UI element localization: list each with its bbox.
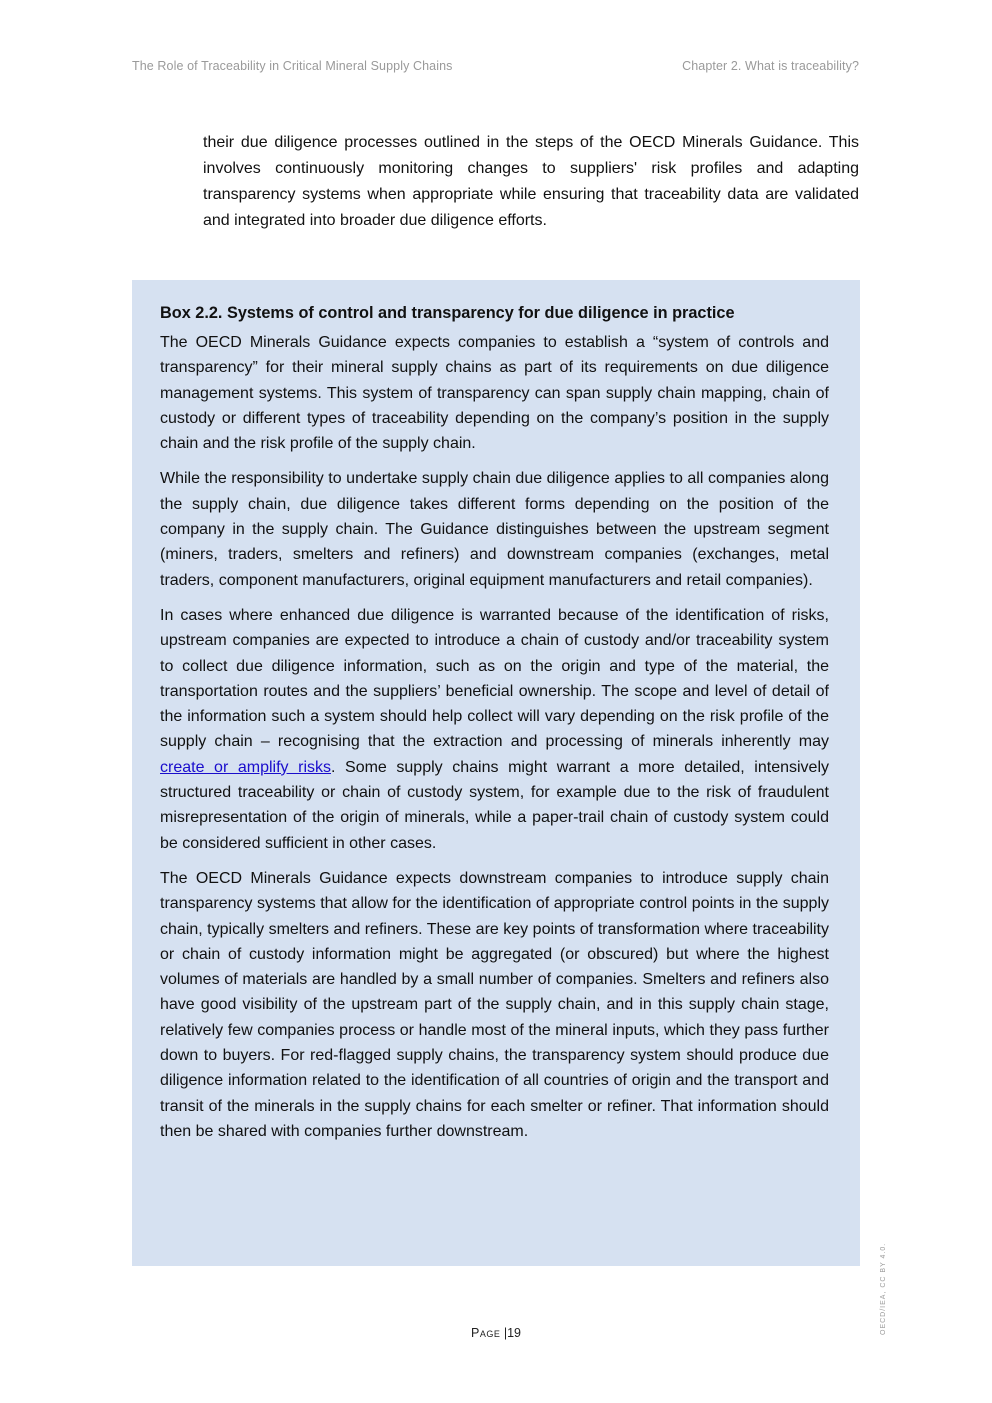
risk-text-before-link: In cases where enhanced due diligence is warranted because of the identification of risks, upstream companies are expected to introduce a chain of custody and/or traceability system to collect due diligence information, such as on the origin and type of the material, the transportation routes and the suppliers’ beneficial ownership. The scope and level of detail of the information such a system should help collect will vary depending on the risk profile of the supply chain – recognising that the extraction and processing of minerals inherently may <box>160 606 829 751</box>
box-paragraph: The OECD Minerals Guidance expects companies to establish a “system of controls and transparency” for their mineral supply chains as part of its requirements on due diligence management systems. This system of transparency can span supply chain mapping, chain of custody or different types of traceability depending on the company’s position in the supply chain and the risk profile of the supply chain. <box>160 334 829 453</box>
page-number-footer <box>0 1326 992 1340</box>
box-2-2 <box>132 280 860 1266</box>
page-label: Page <box>471 1326 501 1340</box>
intro-paragraph: their due diligence processes outlined in the steps of the OECD Minerals Guidance. This involves continuously monitoring changes to suppliers' risk profiles and adapting transparency systems when appropriate while ensuring that traceability data are validated and integrated into broader due diligence efforts. <box>203 134 859 229</box>
copyright-credit: OECD/IEA, CC BY 4.0. <box>880 1242 887 1335</box>
page-number: 19 <box>507 1326 521 1340</box>
running-header-chapter: Chapter 2. What is traceability? <box>682 59 859 73</box>
risk-text-after-link: . Some supply chains might warrant a more detailed, intensively structured traceability or chain of custody system, for example due to the risk of fraudulent misrepresentation of the origin of minerals, while a paper-trail chain of custody system could be considered sufficient in other cases. <box>160 758 829 852</box>
box-paragraph: While the responsibility to undertake supply chain due diligence applies to all companies along the supply chain, due diligence takes different forms depending on the position of the company in the supply chain. The Guidance distinguishes between the upstream segment (miners, traders, smelters and refiners) and downstream companies (exchanges, metal traders, component manufacturers, original equipment manufacturers and retail companies). <box>160 470 829 589</box>
running-header-title: The Role of Traceability in Critical Mineral Supply Chains <box>132 59 453 73</box>
box-paragraph-risks <box>160 603 829 856</box>
create-or-amplify-risks-link[interactable]: create or amplify risks <box>160 758 331 776</box>
page-separator: | <box>503 1326 508 1340</box>
box-paragraph: The OECD Minerals Guidance expects downstream companies to introduce supply chain transparency systems that allow for the identification of appropriate control points in the supply chain, typically smelters and refiners. These are key points of transformation where traceability or chain of custody information might be aggregated (or obscured) but where the highest volumes of materials are handled by a small number of companies. Smelters and refiners also have good visibility of the upstream part of the supply chain, and in this supply chain stage, relatively few companies process or handle most of the mineral inputs, which they pass further down to buyers. For red-flagged supply chains, the transparency system should produce due diligence information related to the identification of all countries of origin and the transport and transit of the minerals in the supply chains for each smelter or refiner. That information should then be shared with companies further downstream. <box>160 869 829 1140</box>
box-title: Box 2.2. Systems of control and transparency for due diligence in practice <box>160 304 735 322</box>
